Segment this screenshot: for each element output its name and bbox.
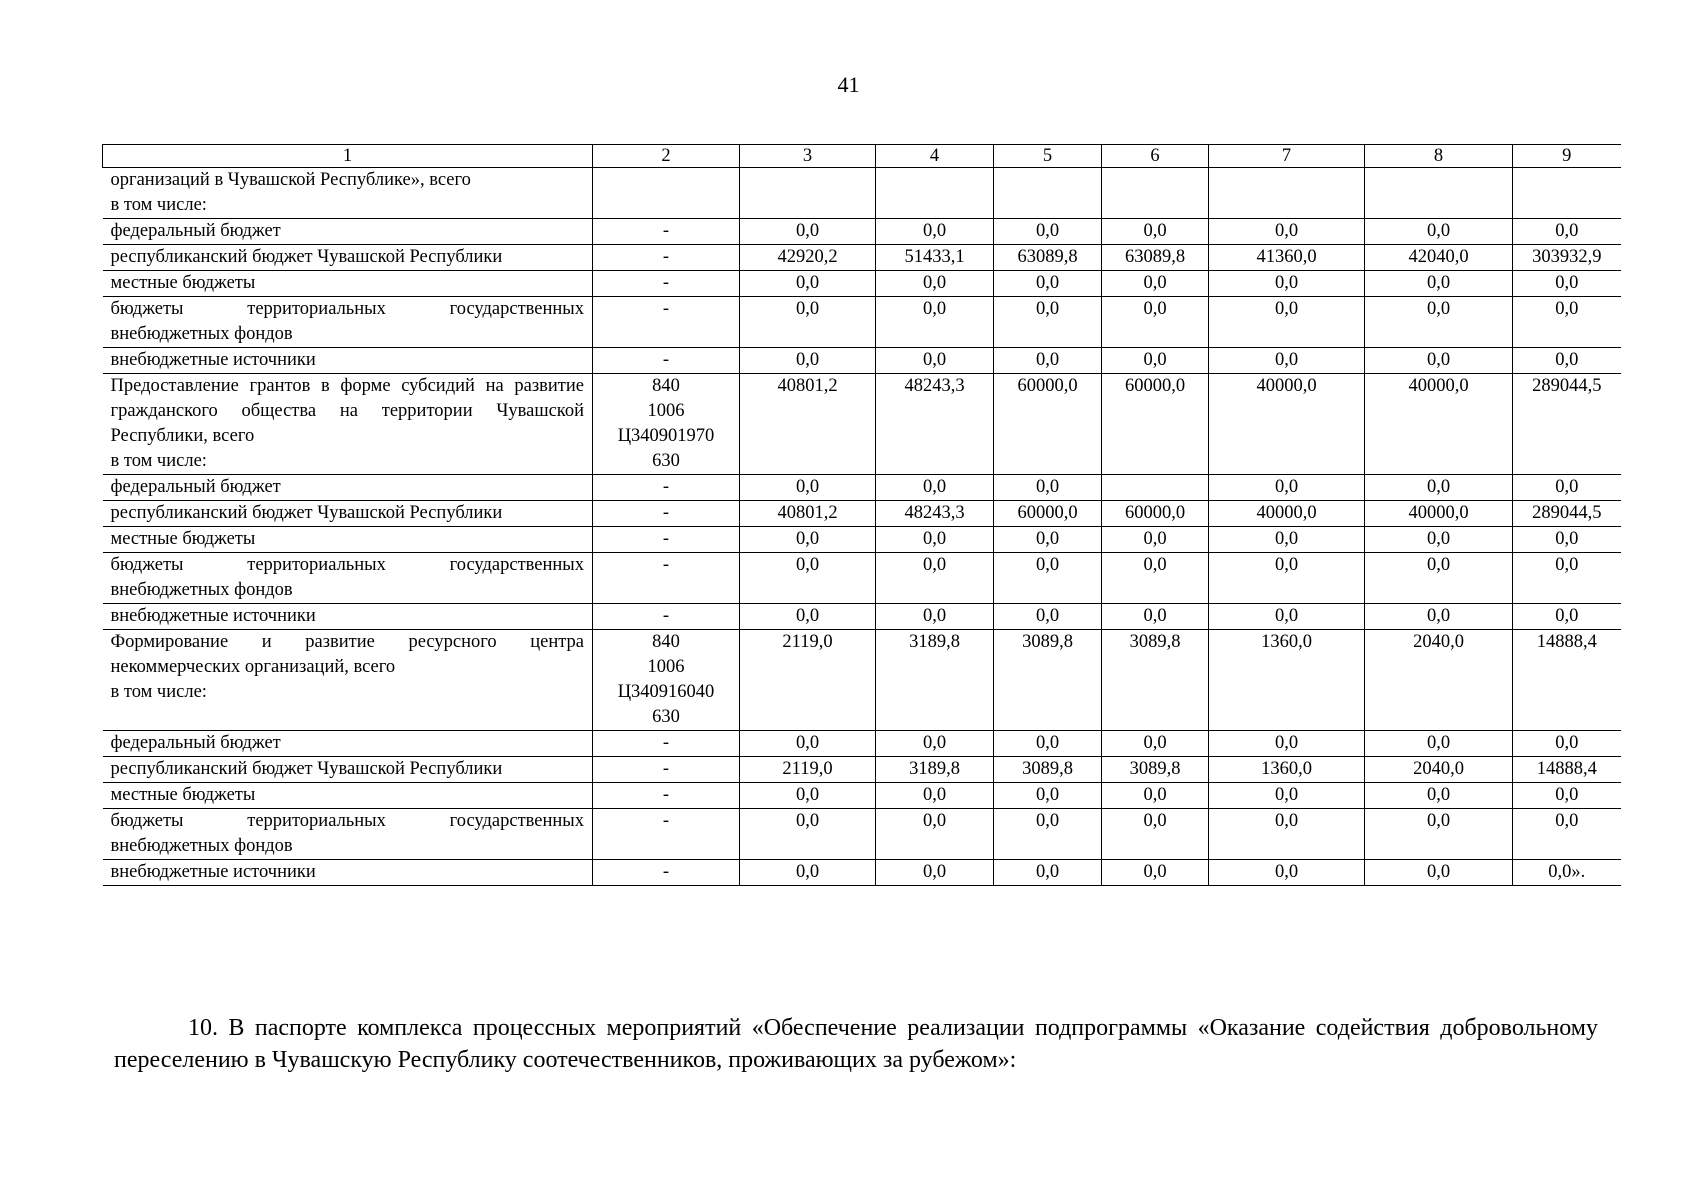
value-cell: 40801,2 xyxy=(740,501,876,527)
value-cell: 0,0 xyxy=(1513,475,1621,501)
table-row xyxy=(103,809,1621,860)
value-cell: 3089,8 xyxy=(1102,630,1209,731)
row-label: внебюджетные источники xyxy=(103,604,593,630)
value-cell: 0,0 xyxy=(740,553,876,604)
table-row xyxy=(103,271,1621,297)
row-label: бюджеты территориальных государственных внебюджетных фондов xyxy=(103,297,593,348)
table-row xyxy=(103,297,1621,348)
value-cell: 60000,0 xyxy=(1102,501,1209,527)
table-header-row xyxy=(103,145,1621,168)
value-cell: 60000,0 xyxy=(994,501,1102,527)
value-cell: 0,0 xyxy=(994,604,1102,630)
page-number: 41 xyxy=(837,72,860,97)
table-row xyxy=(103,245,1621,271)
row-label: внебюджетные источники xyxy=(103,860,593,886)
table-row xyxy=(103,783,1621,809)
value-cell: 0,0 xyxy=(740,348,876,374)
value-cell: 0,0 xyxy=(876,553,994,604)
value-cell: 0,0 xyxy=(1365,527,1513,553)
value-cell: 0,0 xyxy=(876,348,994,374)
value-cell: 0,0 xyxy=(1209,809,1365,860)
value-cell: 0,0 xyxy=(1365,553,1513,604)
value-cell: 40000,0 xyxy=(1209,501,1365,527)
column-number-3: 3 xyxy=(740,145,876,168)
table-row xyxy=(103,374,1621,475)
value-cell: 0,0 xyxy=(1365,348,1513,374)
value-cell: 48243,3 xyxy=(876,374,994,475)
value-cell: 0,0 xyxy=(740,809,876,860)
row-code: - xyxy=(593,271,740,297)
row-code: - xyxy=(593,245,740,271)
row-code: - xyxy=(593,731,740,757)
value-cell: 40000,0 xyxy=(1209,374,1365,475)
value-cell xyxy=(1102,168,1209,219)
value-cell: 0,0 xyxy=(876,271,994,297)
value-cell: 0,0 xyxy=(1209,553,1365,604)
value-cell: 0,0 xyxy=(1365,783,1513,809)
row-code: - xyxy=(593,501,740,527)
row-label: Предоставление грантов в форме субсидий на развитие гражданского общества на территории Чувашской Республики, всего в том числе: xyxy=(103,374,593,475)
value-cell: 2040,0 xyxy=(1365,630,1513,731)
row-label: местные бюджеты xyxy=(103,271,593,297)
value-cell: 0,0 xyxy=(1209,271,1365,297)
value-cell: 0,0 xyxy=(876,475,994,501)
value-cell: 0,0 xyxy=(994,219,1102,245)
value-cell: 0,0 xyxy=(1513,731,1621,757)
row-code: - xyxy=(593,348,740,374)
value-cell: 0,0 xyxy=(1209,731,1365,757)
row-code: - xyxy=(593,757,740,783)
value-cell: 0,0 xyxy=(1365,475,1513,501)
value-cell: 0,0 xyxy=(1513,271,1621,297)
value-cell: 63089,8 xyxy=(994,245,1102,271)
value-cell: 0,0 xyxy=(1102,553,1209,604)
row-label: местные бюджеты xyxy=(103,527,593,553)
value-cell: 1360,0 xyxy=(1209,757,1365,783)
value-cell: 42040,0 xyxy=(1365,245,1513,271)
row-label: республиканский бюджет Чувашской Республики xyxy=(103,757,593,783)
column-number-4: 4 xyxy=(876,145,994,168)
value-cell: 63089,8 xyxy=(1102,245,1209,271)
value-cell: 0,0 xyxy=(1102,809,1209,860)
table-row xyxy=(103,731,1621,757)
row-code: - xyxy=(593,297,740,348)
table-row xyxy=(103,219,1621,245)
value-cell: 0,0 xyxy=(994,475,1102,501)
row-code: 840 1006 Ц340901970 630 xyxy=(593,374,740,475)
value-cell: 0,0 xyxy=(1513,783,1621,809)
body-paragraph: 10. В паспорте комплекса процессных мероприятий «Обеспечение реализации подпрограммы «Оказание содействия добровольному переселению в Чувашскую Республику соотечественников, проживающих за рубежом»: xyxy=(114,1015,1598,1073)
value-cell: 0,0 xyxy=(740,860,876,886)
value-cell xyxy=(1209,168,1365,219)
row-code xyxy=(593,168,740,219)
row-code: 840 1006 Ц340916040 630 xyxy=(593,630,740,731)
value-cell: 0,0 xyxy=(994,783,1102,809)
value-cell: 0,0 xyxy=(1365,860,1513,886)
table-row xyxy=(103,168,1621,219)
column-number-2: 2 xyxy=(593,145,740,168)
value-cell: 0,0 xyxy=(994,860,1102,886)
value-cell: 0,0 xyxy=(740,783,876,809)
value-cell: 1360,0 xyxy=(1209,630,1365,731)
value-cell: 51433,1 xyxy=(876,245,994,271)
value-cell: 0,0 xyxy=(1209,527,1365,553)
value-cell: 3089,8 xyxy=(994,630,1102,731)
value-cell: 0,0 xyxy=(994,809,1102,860)
value-cell: 0,0 xyxy=(876,860,994,886)
value-cell: 0,0 xyxy=(1209,475,1365,501)
value-cell: 0,0 xyxy=(740,271,876,297)
value-cell: 0,0 xyxy=(1513,219,1621,245)
row-label: Формирование и развитие ресурсного центра некоммерческих организаций, всего в том числе: xyxy=(103,630,593,731)
value-cell xyxy=(994,168,1102,219)
budget-table xyxy=(102,144,1621,886)
value-cell: 0,0 xyxy=(1365,809,1513,860)
row-label: республиканский бюджет Чувашской Республики xyxy=(103,501,593,527)
value-cell: 0,0 xyxy=(740,475,876,501)
value-cell: 0,0 xyxy=(994,271,1102,297)
value-cell: 0,0 xyxy=(1102,297,1209,348)
value-cell: 0,0 xyxy=(1513,297,1621,348)
column-number-7: 7 xyxy=(1209,145,1365,168)
value-cell: 60000,0 xyxy=(994,374,1102,475)
row-code: - xyxy=(593,219,740,245)
value-cell: 3189,8 xyxy=(876,630,994,731)
table-row xyxy=(103,630,1621,731)
value-cell: 289044,5 xyxy=(1513,374,1621,475)
value-cell: 0,0 xyxy=(1365,731,1513,757)
column-number-1: 1 xyxy=(103,145,593,168)
row-label: местные бюджеты xyxy=(103,783,593,809)
row-label: федеральный бюджет xyxy=(103,219,593,245)
row-label: бюджеты территориальных государственных внебюджетных фондов xyxy=(103,809,593,860)
row-code: - xyxy=(593,860,740,886)
value-cell: 0,0 xyxy=(1102,527,1209,553)
value-cell: 0,0 xyxy=(740,604,876,630)
value-cell: 0,0 xyxy=(876,783,994,809)
value-cell xyxy=(1365,168,1513,219)
value-cell: 0,0 xyxy=(1102,783,1209,809)
row-label: федеральный бюджет xyxy=(103,475,593,501)
value-cell: 0,0 xyxy=(994,527,1102,553)
value-cell: 0,0 xyxy=(876,731,994,757)
table-row xyxy=(103,475,1621,501)
row-label: республиканский бюджет Чувашской Республики xyxy=(103,245,593,271)
table-row xyxy=(103,501,1621,527)
value-cell xyxy=(876,168,994,219)
value-cell: 0,0 xyxy=(1513,527,1621,553)
value-cell: 48243,3 xyxy=(876,501,994,527)
value-cell: 0,0 xyxy=(1102,731,1209,757)
value-cell: 0,0 xyxy=(1209,860,1365,886)
value-cell: 0,0 xyxy=(1209,219,1365,245)
row-code: - xyxy=(593,809,740,860)
value-cell: 0,0 xyxy=(1102,219,1209,245)
value-cell: 0,0 xyxy=(1102,348,1209,374)
value-cell: 2119,0 xyxy=(740,757,876,783)
value-cell: 3089,8 xyxy=(1102,757,1209,783)
row-label: организаций в Чувашской Республике», всего в том числе: xyxy=(103,168,593,219)
value-cell: 2040,0 xyxy=(1365,757,1513,783)
value-cell: 0,0 xyxy=(1365,219,1513,245)
value-cell: 0,0 xyxy=(1209,783,1365,809)
value-cell: 0,0 xyxy=(1513,348,1621,374)
value-cell: 0,0 xyxy=(1209,604,1365,630)
value-cell: 0,0 xyxy=(1209,348,1365,374)
value-cell: 0,0 xyxy=(740,219,876,245)
value-cell: 14888,4 xyxy=(1513,630,1621,731)
value-cell: 3189,8 xyxy=(876,757,994,783)
value-cell: 0,0 xyxy=(740,297,876,348)
column-number-9: 9 xyxy=(1513,145,1621,168)
value-cell: 0,0 xyxy=(876,527,994,553)
value-cell: 0,0 xyxy=(740,527,876,553)
value-cell: 0,0 xyxy=(1365,604,1513,630)
column-number-8: 8 xyxy=(1365,145,1513,168)
table-row xyxy=(103,604,1621,630)
row-label: бюджеты территориальных государственных внебюджетных фондов xyxy=(103,553,593,604)
table-row xyxy=(103,527,1621,553)
value-cell: 0,0 xyxy=(994,297,1102,348)
value-cell: 2119,0 xyxy=(740,630,876,731)
column-number-5: 5 xyxy=(994,145,1102,168)
value-cell: 0,0 xyxy=(1209,297,1365,348)
value-cell: 3089,8 xyxy=(994,757,1102,783)
row-label: внебюджетные источники xyxy=(103,348,593,374)
value-cell: 40801,2 xyxy=(740,374,876,475)
value-cell: 0,0 xyxy=(1365,297,1513,348)
value-cell: 40000,0 xyxy=(1365,374,1513,475)
row-code: - xyxy=(593,527,740,553)
value-cell: 303932,9 xyxy=(1513,245,1621,271)
table-row xyxy=(103,860,1621,886)
row-code: - xyxy=(593,553,740,604)
value-cell: 0,0 xyxy=(1102,860,1209,886)
value-cell xyxy=(1513,168,1621,219)
row-code: - xyxy=(593,783,740,809)
value-cell: 0,0 xyxy=(1513,604,1621,630)
table-row xyxy=(103,348,1621,374)
value-cell: 0,0». xyxy=(1513,860,1621,886)
row-code: - xyxy=(593,604,740,630)
value-cell: 0,0 xyxy=(876,297,994,348)
value-cell: 289044,5 xyxy=(1513,501,1621,527)
value-cell: 0,0 xyxy=(1365,271,1513,297)
value-cell: 0,0 xyxy=(994,731,1102,757)
value-cell: 14888,4 xyxy=(1513,757,1621,783)
value-cell: 0,0 xyxy=(876,809,994,860)
column-number-6: 6 xyxy=(1102,145,1209,168)
value-cell: 60000,0 xyxy=(1102,374,1209,475)
value-cell: 41360,0 xyxy=(1209,245,1365,271)
value-cell: 0,0 xyxy=(1102,271,1209,297)
value-cell: 0,0 xyxy=(1102,604,1209,630)
value-cell: 0,0 xyxy=(994,553,1102,604)
row-code: - xyxy=(593,475,740,501)
value-cell xyxy=(740,168,876,219)
value-cell: 0,0 xyxy=(740,731,876,757)
value-cell: 0,0 xyxy=(994,348,1102,374)
table-row xyxy=(103,553,1621,604)
value-cell: 0,0 xyxy=(1513,553,1621,604)
table-body xyxy=(103,145,1621,886)
table-row xyxy=(103,757,1621,783)
value-cell: 42920,2 xyxy=(740,245,876,271)
value-cell: 0,0 xyxy=(876,604,994,630)
row-label: федеральный бюджет xyxy=(103,731,593,757)
value-cell: 0,0 xyxy=(1513,809,1621,860)
value-cell: 0,0 xyxy=(876,219,994,245)
value-cell xyxy=(1102,475,1209,501)
value-cell: 40000,0 xyxy=(1365,501,1513,527)
